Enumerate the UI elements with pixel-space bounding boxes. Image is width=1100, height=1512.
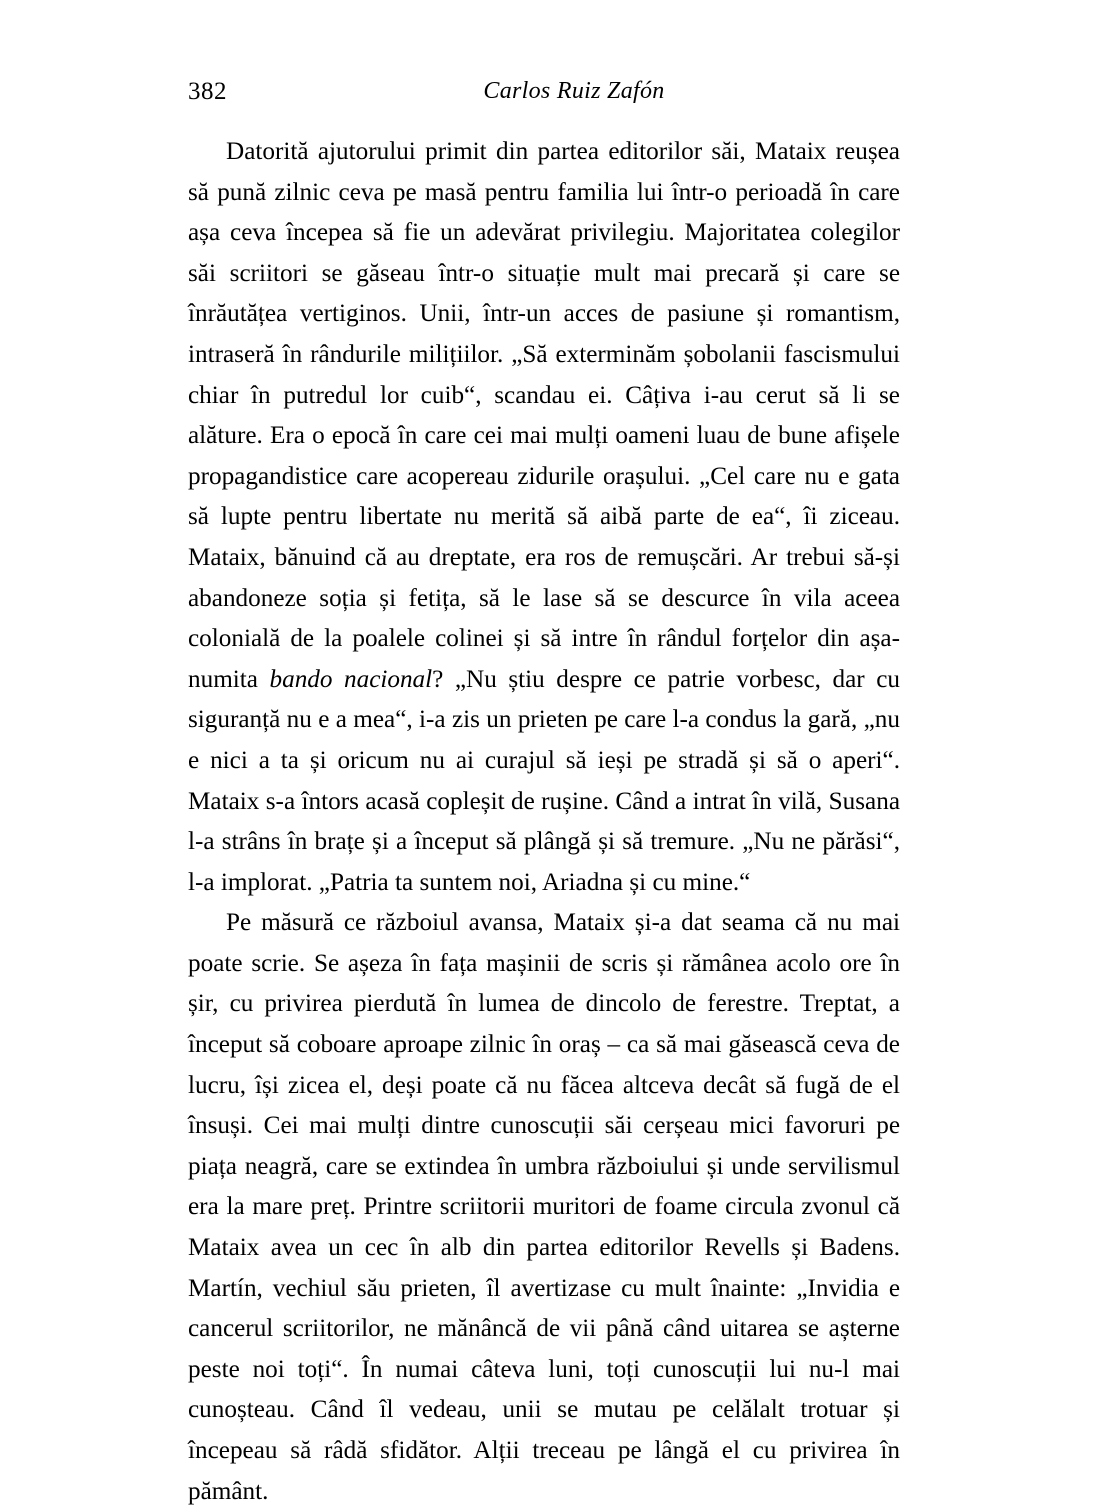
paragraph-1-part-a: Datorită ajutorului primit din partea editorilor săi, Mataix reușea să pună zilnic ceva pe masă pentru familia lui într-o perioadă în care așa ceva începea să fie un adevărat privilegiu. Majoritatea colegilor săi scriitori se găseau într-o situație mult mai precară și care se înrăutățea vertiginos. Unii, într-un acces de pasiune și romantism, intraseră în rândurile milițiilor. „Să exterminăm șobolanii fascismului chiar în putredul lor cuib“, scandau ei. Câțiva i-au cerut să li se alăture. Era o epocă în care cei mai mulți oameni luau de bune afișele propagandistice care acopereau zidurile orașului. „Cel care nu e gata să lupte pentru libertate nu merită să aibă parte de ea“, îi ziceau. Mataix, bănuind că au dreptate, era ros de remușcări. Ar trebui să-și abandoneze soția și fetița, să le lase să se descurce în vila aceea colonială de la poalele colinei și să intre în rândul forțelor din așa-numita xyxy=(188,138,900,693)
paragraph-1 xyxy=(188,132,900,903)
paragraph-1-italic-phrase: bando nacional xyxy=(269,665,433,693)
running-title: Carlos Ruiz Zafón xyxy=(483,78,665,104)
paragraph-1-part-b: ? „Nu știu despre ce patrie vorbesc, dar cu siguranță nu e a mea“, i-a zis un prieten pe care l-a condus la gară, „nu e nici a ta și oricum nu ai curajul să ieși pe stradă și să o aperi“. Mataix s-a întors acasă copleșit de rușine. Când a intrat în vilă, Susana l-a strâns în brațe și a început să plângă și să tremure. „Nu ne părăsi“, l-a implorat. „Patria ta suntem noi, Ariadna și cu mine.“ xyxy=(188,665,900,896)
paragraph-2: Pe măsură ce războiul avansa, Mataix și-a dat seama că nu mai poate scrie. Se așeza în fața mașinii de scris și rămânea acolo ore în șir, cu privirea pierdută în lumea de dincolo de ferestre. Treptat, a început să coboare aproape zilnic în oraș – ca să mai găsească ceva de lucru, își zicea el, deși poate că nu făcea altceva decât să fugă de el însuși. Cei mai mulți dintre cunoscuții săi cerșeau mici favoruri pe piața neagră, care se extindea în umbra războiului și unde servilismul era la mare preț. Printre scriitorii muritori de foame circula zvonul că Mataix avea un cec în alb din partea editorilor Revells și Badens. Martín, vechiul său prieten, îl avertizase cu mult înainte: „Invidia e cancerul scriitorilor, ne mănâncă de vii până când uitarea se așterne peste noi toți“. În numai câteva luni, toți cunoscuții lui nu-l mai cunoșteau. Când îl vedeau, unii se mutau pe celălalt trotuar și începeau să râdă sfidător. Alții treceau pe lângă el cu privirea în pământ. xyxy=(188,909,900,1505)
page-header xyxy=(188,78,900,108)
page-body xyxy=(188,132,900,1512)
page-number: 382 xyxy=(188,78,227,105)
